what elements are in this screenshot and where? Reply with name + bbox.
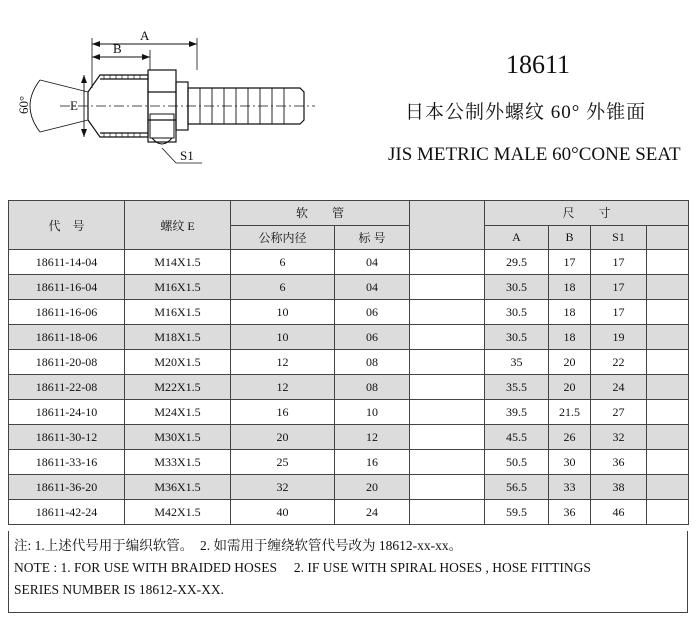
cell-s1: 19 [591, 325, 647, 350]
cell-gap [410, 400, 485, 425]
cell-a: 56.5 [485, 475, 549, 500]
cell-b: 17 [549, 250, 591, 275]
cell-code: 18611-42-24 [9, 500, 125, 525]
cell-s1: 24 [591, 375, 647, 400]
title-chinese: 日本公制外螺纹 60° 外锥面 [405, 102, 647, 123]
cell-code: 18611-33-16 [9, 450, 125, 475]
cell-s1: 27 [591, 400, 647, 425]
cell-hose-id: 6 [231, 250, 335, 275]
header-s1: S1 [591, 225, 647, 250]
table-row [9, 350, 689, 375]
cell-blank [647, 375, 689, 400]
header-thread: 螺纹 E [125, 201, 231, 250]
cell-gap [410, 325, 485, 350]
cell-code: 18611-16-04 [9, 275, 125, 300]
table-row [9, 300, 689, 325]
cell-thread: M16X1.5 [125, 300, 231, 325]
cell-blank [647, 325, 689, 350]
cell-b: 33 [549, 475, 591, 500]
cell-hose-id: 25 [231, 450, 335, 475]
cell-thread: M14X1.5 [125, 250, 231, 275]
header-code: 代 号 [9, 201, 125, 250]
cell-gap [410, 350, 485, 375]
cell-a: 45.5 [485, 425, 549, 450]
header-spacer [410, 201, 485, 250]
note-english-line-1: NOTE : 1. FOR USE WITH BRAIDED HOSES 2. IF USE WITH SPIRAL HOSES , HOSE FITTINGS [14, 560, 591, 575]
cell-blank [647, 475, 689, 500]
cell-hose-mark: 12 [335, 425, 410, 450]
dim-e-label: E [70, 98, 78, 113]
cell-a: 39.5 [485, 400, 549, 425]
cell-blank [647, 400, 689, 425]
angle-arc [30, 80, 40, 132]
note-chinese: 注: 1.上述代号用于编织软管。 2. 如需用于缠绕软管代号改为 18612-xx-xx。 [14, 538, 463, 553]
cell-gap [410, 275, 485, 300]
cell-b: 30 [549, 450, 591, 475]
table-row [9, 400, 689, 425]
cell-hose-mark: 10 [335, 400, 410, 425]
cell-b: 26 [549, 425, 591, 450]
cell-s1: 46 [591, 500, 647, 525]
table-row [9, 425, 689, 450]
table-row [9, 375, 689, 400]
cell-hose-mark: 20 [335, 475, 410, 500]
cell-gap [410, 500, 485, 525]
cell-thread: M33X1.5 [125, 450, 231, 475]
header-hose: 软 管 [231, 201, 410, 226]
dim-a-arrow-left [92, 41, 100, 47]
cell-blank [647, 250, 689, 275]
cell-s1: 38 [591, 475, 647, 500]
part-number: 18611 [505, 50, 571, 79]
cell-hose-mark: 24 [335, 500, 410, 525]
cell-gap [410, 475, 485, 500]
table-row [9, 325, 689, 350]
cell-hose-mark: 16 [335, 450, 410, 475]
cell-s1: 17 [591, 250, 647, 275]
cell-blank [647, 500, 689, 525]
cell-hose-mark: 08 [335, 375, 410, 400]
cell-hose-mark: 06 [335, 300, 410, 325]
cell-thread: M30X1.5 [125, 425, 231, 450]
cell-code: 18611-22-08 [9, 375, 125, 400]
cell-s1: 22 [591, 350, 647, 375]
hex-side-view [150, 114, 174, 144]
cell-blank [647, 300, 689, 325]
cell-hose-id: 12 [231, 375, 335, 400]
cell-hose-mark: 06 [335, 325, 410, 350]
title-english: JIS METRIC MALE 60°CONE SEAT [388, 144, 681, 165]
cell-code: 18611-30-12 [9, 425, 125, 450]
cell-thread: M16X1.5 [125, 275, 231, 300]
header-hose-id: 公称内径 [231, 225, 335, 250]
cell-s1: 17 [591, 275, 647, 300]
dim-b-arrow-left [92, 54, 100, 60]
fitting-drawing [0, 0, 330, 185]
cell-gap [410, 425, 485, 450]
table-row [9, 450, 689, 475]
cell-hose-id: 16 [231, 400, 335, 425]
cell-thread: M42X1.5 [125, 500, 231, 525]
cell-blank [647, 425, 689, 450]
cell-code: 18611-14-04 [9, 250, 125, 275]
cell-a: 30.5 [485, 300, 549, 325]
cell-a: 50.5 [485, 450, 549, 475]
cell-gap [410, 300, 485, 325]
header-dimensions: 尺 寸 [485, 201, 689, 226]
cell-s1: 17 [591, 300, 647, 325]
notes-box [8, 531, 688, 613]
cell-b: 21.5 [549, 400, 591, 425]
cell-s1: 36 [591, 450, 647, 475]
cell-thread: M18X1.5 [125, 325, 231, 350]
table-row [9, 250, 689, 275]
cell-code: 18611-24-10 [9, 400, 125, 425]
table-row [9, 475, 689, 500]
cell-b: 18 [549, 325, 591, 350]
table-row [9, 275, 689, 300]
header-blank [647, 225, 689, 250]
cell-a: 35.5 [485, 375, 549, 400]
cell-hose-id: 40 [231, 500, 335, 525]
hex-label: S1 [180, 148, 194, 163]
cell-b: 36 [549, 500, 591, 525]
cell-blank [647, 275, 689, 300]
header-hose-mark: 标 号 [335, 225, 410, 250]
note-english-line-2: SERIES NUMBER IS 18612-XX-XX. [14, 582, 225, 597]
cell-blank [647, 350, 689, 375]
table-row [9, 500, 689, 525]
cell-b: 18 [549, 300, 591, 325]
cell-hose-mark: 04 [335, 250, 410, 275]
cell-hose-id: 10 [231, 300, 335, 325]
cell-b: 18 [549, 275, 591, 300]
cell-hose-id: 12 [231, 350, 335, 375]
cell-hose-mark: 04 [335, 275, 410, 300]
cell-a: 30.5 [485, 325, 549, 350]
cell-a: 59.5 [485, 500, 549, 525]
table-header-row-1 [9, 201, 689, 226]
cell-code: 18611-16-06 [9, 300, 125, 325]
cell-a: 35 [485, 350, 549, 375]
dim-b-arrow-right [142, 54, 150, 60]
cell-b: 20 [549, 350, 591, 375]
cell-a: 30.5 [485, 275, 549, 300]
header-a: A [485, 225, 549, 250]
dim-a-arrow-right [189, 41, 197, 47]
cell-gap [410, 375, 485, 400]
spec-table [8, 200, 689, 525]
cell-gap [410, 450, 485, 475]
angle-label: 60° [16, 95, 31, 114]
cell-hose-id: 20 [231, 425, 335, 450]
dim-b-label: B [113, 41, 122, 56]
cell-b: 20 [549, 375, 591, 400]
cell-code: 18611-18-06 [9, 325, 125, 350]
cell-gap [410, 250, 485, 275]
cell-code: 18611-36-20 [9, 475, 125, 500]
cell-hose-mark: 08 [335, 350, 410, 375]
dim-a-label: A [140, 28, 150, 43]
cell-s1: 32 [591, 425, 647, 450]
cell-blank [647, 450, 689, 475]
header-b: B [549, 225, 591, 250]
cell-thread: M22X1.5 [125, 375, 231, 400]
cell-hose-id: 6 [231, 275, 335, 300]
cell-a: 29.5 [485, 250, 549, 275]
cell-hose-id: 32 [231, 475, 335, 500]
cell-hose-id: 10 [231, 325, 335, 350]
cell-thread: M36X1.5 [125, 475, 231, 500]
cell-thread: M20X1.5 [125, 350, 231, 375]
cell-thread: M24X1.5 [125, 400, 231, 425]
cell-code: 18611-20-08 [9, 350, 125, 375]
